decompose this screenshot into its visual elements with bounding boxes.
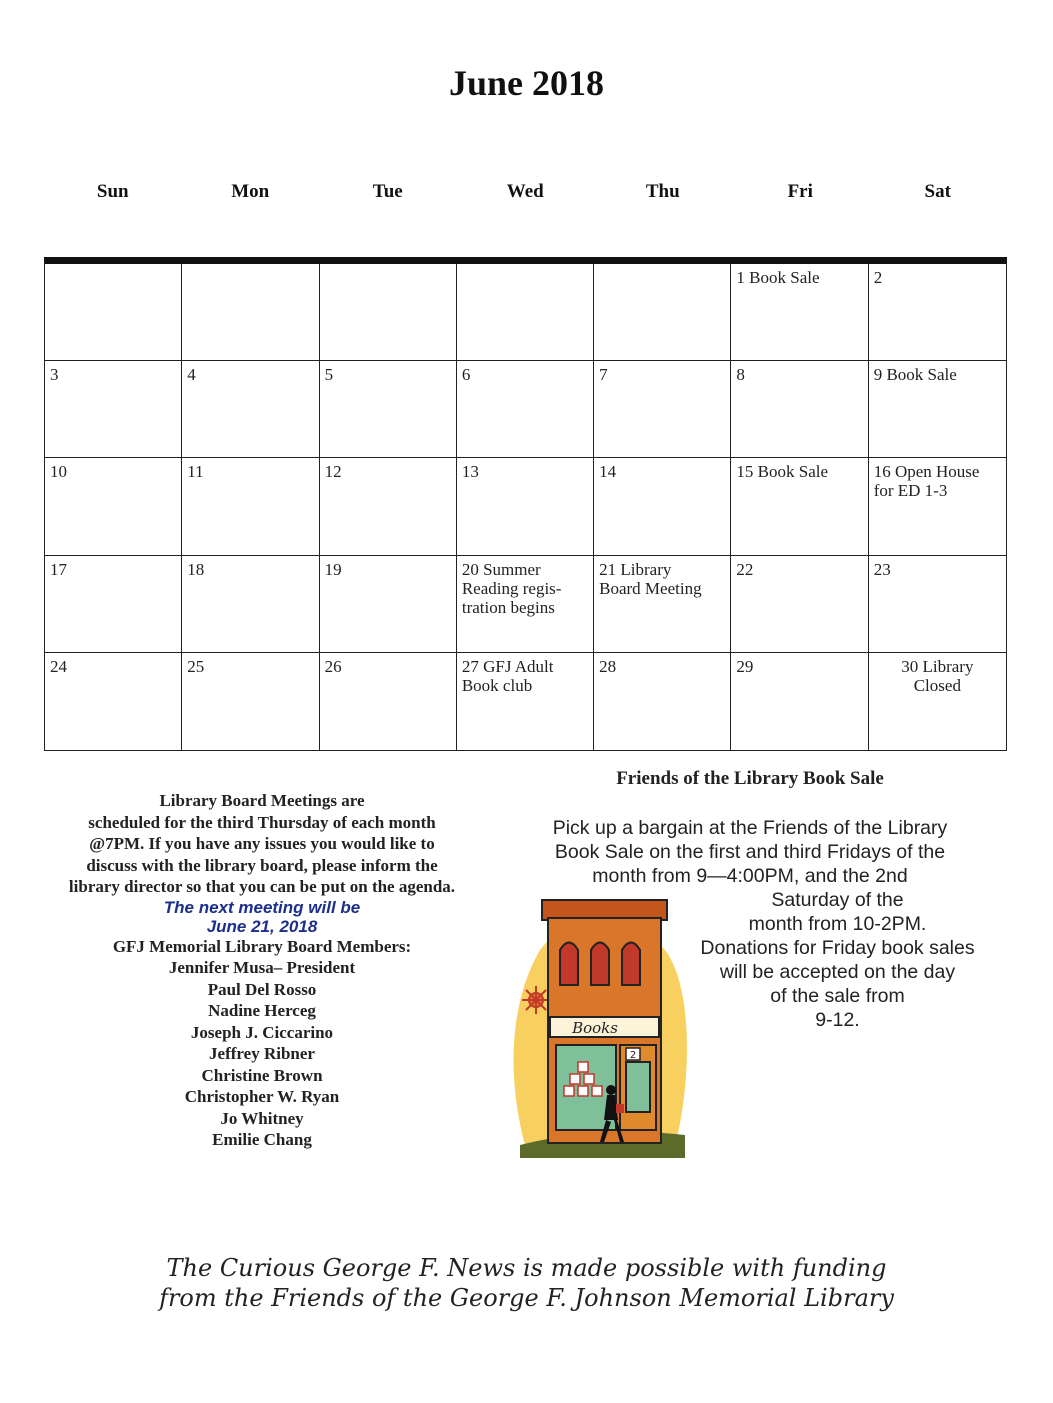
calendar-day-cell-thu: 7 [594,361,731,458]
calendar-day-cell-wed [457,264,594,361]
footer-line-2: from the Friends of the George F. Johnson Memorial Library [159,1284,894,1312]
calendar-day-cell-fri: 1 Book Sale [731,264,868,361]
calendar-day-cell-wed: 20 Summer Reading regis- tration begins [457,556,594,653]
next-meeting-line: The next meeting will be [163,897,361,917]
calendar-day-cell-fri: 15 Book Sale [731,458,868,555]
calendar-day-cell-mon: 4 [182,361,319,458]
book-sale-line: Book Sale on the first and third Fridays of the [554,841,946,863]
book-sale-line: Donations for Friday book sales [700,937,975,959]
calendar-day-cell-sat: 30 Library Closed [901,656,974,695]
book-sale-line: month from 9—4:00PM, and the 2nd [592,865,908,887]
calendar-day-cell-wed: 13 [457,458,594,555]
next-meeting-date: June 21, 2018 [206,916,318,936]
calendar-day-cell-tue: 5 [320,361,457,458]
weekday-sun: Sun [96,181,129,202]
page-title: June 2018 [448,63,605,103]
board-member: Nadine Herceg [208,1001,316,1020]
book-sale-line: month from 10-2PM. [748,913,927,935]
board-info-line: @7PM. If you have any issues you would like to [89,834,435,853]
calendar-day-cell-sat: 9 Book Sale [869,361,1006,458]
board-member: Jennifer Musa– President [168,958,356,977]
board-member: Paul Del Rosso [207,979,317,999]
board-member: Emilie Chang [212,1130,312,1149]
weekday-header-row [44,181,1007,209]
calendar-day-cell-sat: 16 Open House for ED 1-3 [869,458,1006,555]
calendar-day-cell-sun [45,264,182,361]
board-members-heading: GFJ Memorial Library Board Members: [112,936,412,956]
calendar-day-cell-sun: 3 [45,361,182,458]
board-member: Jeffrey Ribner [209,1044,315,1063]
board-member: Christopher W. Ryan [184,1087,340,1106]
board-info-line: discuss with the library board, please inform the [86,855,438,875]
board-info-line: Library Board Meetings are [159,791,365,810]
calendar-day-cell-mon [182,264,319,361]
book-sale-line: Saturday of the [771,889,904,911]
board-meetings-info [42,790,482,1151]
calendar-day-cell-sun: 17 [45,556,182,653]
calendar-day-cell-mon: 25 [182,653,319,750]
weekday-wed: Wed [506,181,544,202]
calendar-grid [44,257,1007,751]
calendar-day-cell-tue [320,264,457,361]
board-member: Jo Whitney [220,1108,304,1128]
calendar-day-cell-wed: 27 GFJ Adult Book club [457,653,594,750]
weekday-fri: Fri [787,181,813,202]
board-member: Joseph J. Ciccarino [190,1022,334,1042]
calendar-day-cell-sun: 10 [45,458,182,555]
weekday-sat: Sat [924,181,951,202]
book-sale-text-top [515,816,985,888]
weekday-tue: Tue [372,181,403,202]
bookstore-illustration [500,890,700,1160]
calendar-day-cell-wed: 6 [457,361,594,458]
calendar-day-cell-thu [594,264,731,361]
calendar-day-cell-mon: 11 [182,458,319,555]
book-sale-title: Friends of the Library Book Sale [616,768,884,789]
store-door-number: 2 [629,1050,637,1061]
calendar-day-cell-thu: 28 [594,653,731,750]
weekday-mon: Mon [231,181,270,202]
calendar-day-cell-sat: 2 [869,264,1006,361]
calendar-day-cell-tue: 12 [320,458,457,555]
board-member: Christine Brown [201,1065,323,1085]
book-sale-line: Pick up a bargain at the Friends of the Library [552,817,948,839]
calendar-day-cell-thu: 21 Library Board Meeting [594,556,731,653]
book-sale-line: will be accepted on the day [719,961,956,983]
board-info-line: library director so that you can be put on the agenda. [68,877,456,896]
calendar-day-cell-sun: 24 [45,653,182,750]
weekday-thu: Thu [645,181,680,202]
book-sale-text-side [685,888,990,1032]
board-info-line: scheduled for the third Thursday of each month [88,812,436,832]
footer-line-1: The Curious George F. News is made possible with funding [166,1254,887,1282]
calendar-day-cell-tue: 19 [320,556,457,653]
calendar-day-cell-tue: 26 [320,653,457,750]
book-sale-line: of the sale from [770,985,905,1007]
calendar-day-cell-thu: 14 [594,458,731,555]
book-sale-line: 9-12. [815,1009,860,1031]
store-sign-text: Books [572,1019,618,1037]
calendar-day-cell-sat: 23 [869,556,1006,653]
calendar-day-cell-mon: 18 [182,556,319,653]
calendar-day-cell-fri: 8 [731,361,868,458]
calendar-day-cell-fri: 22 [731,556,868,653]
calendar-day-cell-fri: 29 [731,653,868,750]
